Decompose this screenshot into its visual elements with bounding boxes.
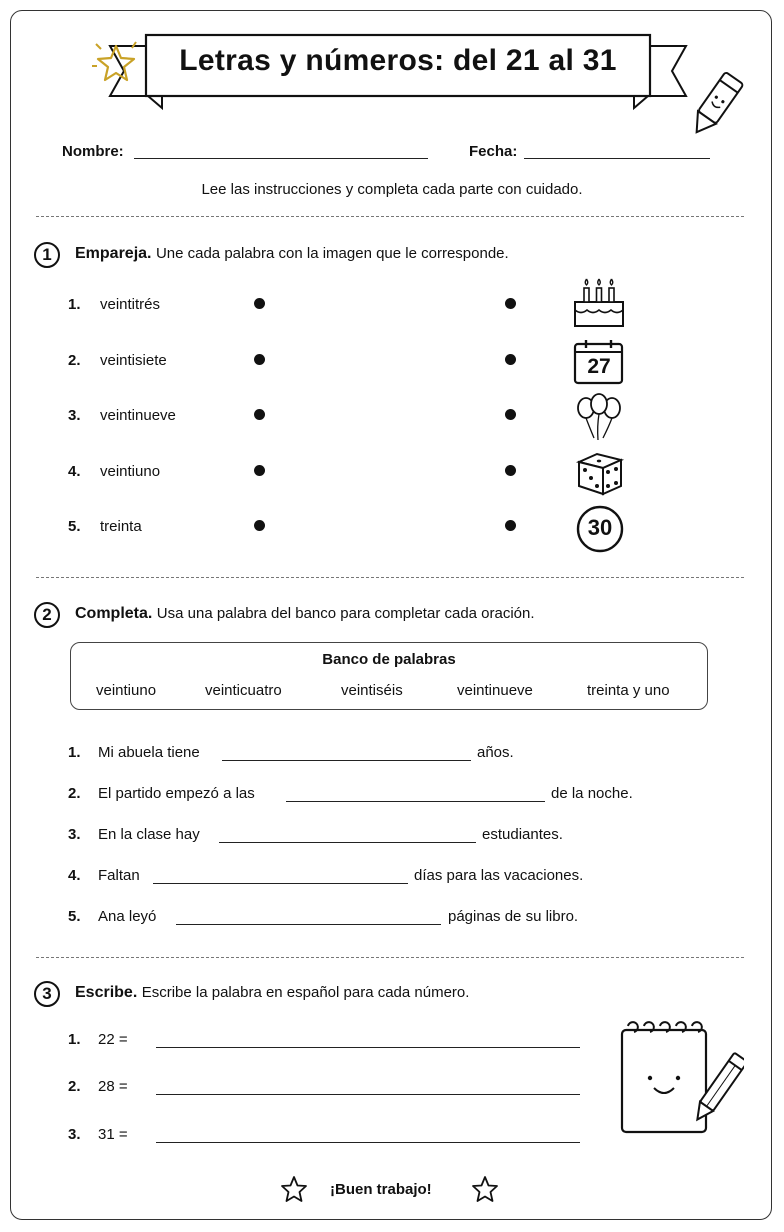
sentence-start: En la clase hay: [98, 826, 200, 843]
answer-field[interactable]: [156, 1047, 580, 1048]
star-icon: [471, 1175, 499, 1203]
blank-field[interactable]: [222, 760, 471, 761]
item-number: 2.: [68, 785, 81, 802]
match-dot-left[interactable]: [254, 298, 265, 309]
bank-word: veintiséis: [341, 682, 403, 699]
blank-field[interactable]: [286, 801, 545, 802]
match-dot-right[interactable]: [505, 354, 516, 365]
word-bank-title: Banco de palabras: [322, 651, 456, 668]
date-label: Fecha:: [469, 143, 518, 160]
section-number: 1: [34, 242, 60, 268]
section-heading: Empareja.: [75, 245, 152, 262]
section-heading: Completa.: [75, 605, 153, 622]
section-heading: Escribe.: [75, 984, 138, 1001]
page-title: Letras y números: del 21 al 31: [179, 44, 617, 77]
sentence-end: días para las vacaciones.: [414, 867, 584, 884]
sentence-start: Mi abuela tiene: [98, 744, 200, 761]
item-number: 3.: [68, 407, 81, 424]
bank-word: treinta y uno: [587, 682, 670, 699]
bank-word: veinticuatro: [205, 682, 282, 699]
section-number: 2: [34, 602, 60, 628]
answer-field[interactable]: [156, 1142, 580, 1143]
item-number: 2.: [68, 352, 81, 369]
item-number: 5.: [68, 908, 81, 925]
match-dot-left[interactable]: [254, 520, 265, 531]
sentence-end: años.: [477, 744, 514, 761]
match-dot-right[interactable]: [505, 298, 516, 309]
sentence-start: El partido empezó a las: [98, 785, 255, 802]
item-number: 4.: [68, 867, 81, 884]
match-word: veintitrés: [100, 296, 161, 313]
dice-icon: [575, 448, 625, 498]
divider: [36, 216, 744, 217]
number-prompt: 28 =: [98, 1078, 128, 1095]
match-dot-right[interactable]: [505, 465, 516, 476]
instructions: Lee las instrucciones y completa cada parte con cuidado.: [201, 181, 583, 198]
item-number: 1.: [68, 744, 81, 761]
sentence-end: de la noche.: [551, 785, 633, 802]
sentence-end: páginas de su libro.: [448, 908, 579, 925]
sentence-end: estudiantes.: [482, 826, 563, 843]
balloons-icon: [574, 392, 624, 442]
sentence-start: Ana leyó: [98, 908, 157, 925]
item-number: 5.: [68, 518, 81, 535]
match-dot-right[interactable]: [505, 520, 516, 531]
divider: [36, 957, 744, 958]
match-dot-left[interactable]: [254, 354, 265, 365]
star-icon: [88, 36, 144, 92]
section-number: 3: [34, 981, 60, 1007]
footer-message: ¡Buen trabajo!: [330, 1181, 432, 1198]
answer-field[interactable]: [156, 1094, 580, 1095]
blank-field[interactable]: [153, 883, 408, 884]
star-icon: [280, 1175, 308, 1203]
item-number: 1.: [68, 1031, 81, 1048]
blank-field[interactable]: [176, 924, 441, 925]
sentence-start: Faltan: [98, 867, 140, 884]
item-number: 3.: [68, 826, 81, 843]
item-number: 4.: [68, 463, 81, 480]
match-word: veintinueve: [100, 407, 176, 424]
date-field[interactable]: [524, 158, 710, 159]
birthday-cake-icon: [572, 276, 626, 330]
notepad-icon: [614, 1016, 744, 1138]
number-prompt: 22 =: [98, 1031, 128, 1048]
bank-word: veintiuno: [96, 682, 157, 699]
section-text: Une cada palabra con la imagen que le corresponde.: [155, 245, 509, 262]
match-word: veintisiete: [100, 352, 167, 369]
item-number: 3.: [68, 1126, 81, 1143]
item-number: 2.: [68, 1078, 81, 1095]
circle-number: 30: [587, 515, 613, 540]
match-word: veintiuno: [100, 463, 161, 480]
blank-field[interactable]: [219, 842, 476, 843]
number-prompt: 31 =: [98, 1126, 128, 1143]
calendar-number: 27: [587, 355, 611, 378]
section-text: Usa una palabra del banco para completar cada oración.: [156, 605, 535, 622]
match-dot-left[interactable]: [254, 409, 265, 420]
match-word: treinta: [100, 518, 142, 535]
match-dot-right[interactable]: [505, 409, 516, 420]
section-text: Escribe la palabra en español para cada número.: [141, 984, 470, 1001]
name-label: Nombre:: [62, 143, 124, 160]
match-dot-left[interactable]: [254, 465, 265, 476]
bank-word: veintinueve: [457, 682, 533, 699]
pencil-icon: [680, 70, 750, 142]
divider: [36, 577, 744, 578]
item-number: 1.: [68, 296, 81, 313]
name-field[interactable]: [134, 158, 428, 159]
